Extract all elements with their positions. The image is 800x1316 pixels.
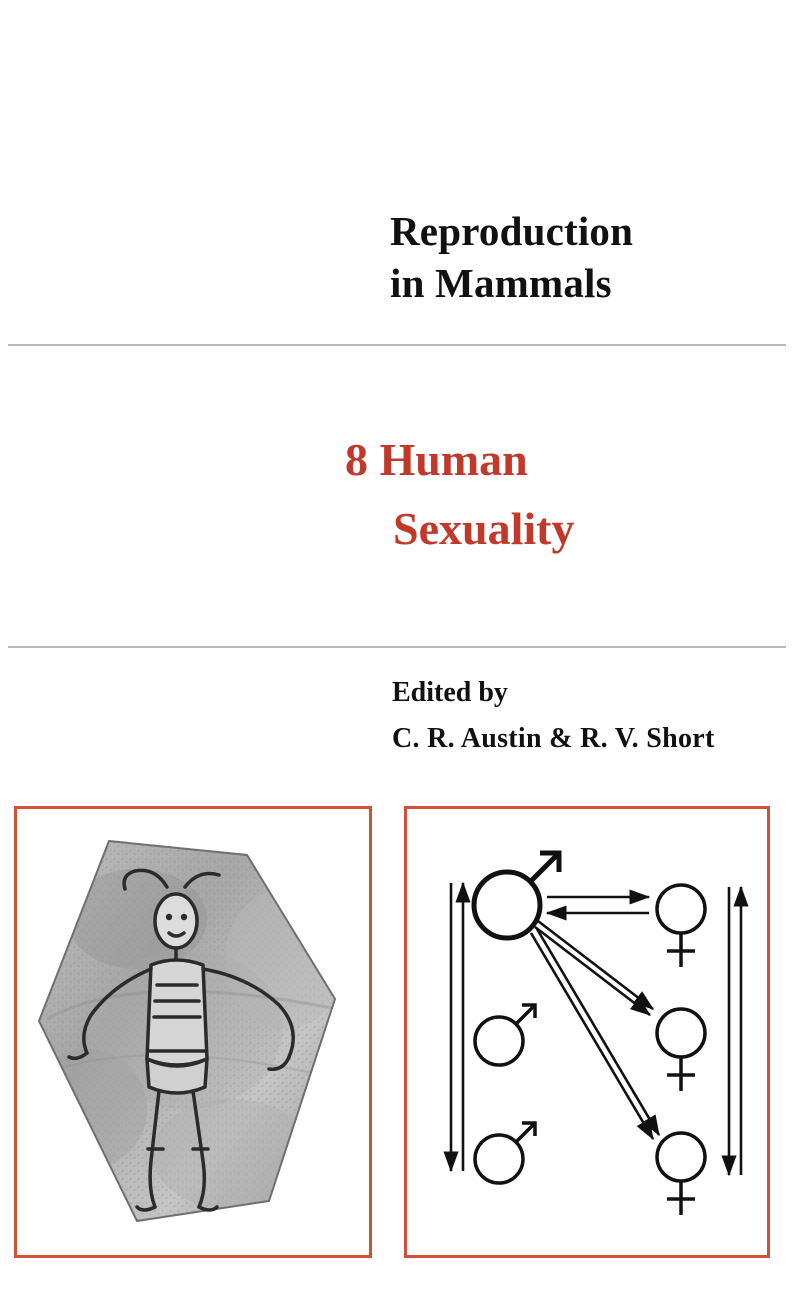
rock-art-human-figure-illustration xyxy=(17,809,369,1255)
divider-top xyxy=(8,344,786,346)
book-title xyxy=(345,425,775,563)
editors-block xyxy=(392,672,792,760)
edited-by-label: Edited by xyxy=(392,677,508,708)
left-cover-image-panel xyxy=(14,806,372,1258)
series-title-line-2: in Mammals xyxy=(390,260,612,307)
series-title xyxy=(390,205,770,310)
book-title-line-1: 8 Human xyxy=(345,434,528,485)
right-cover-image-panel xyxy=(404,806,770,1258)
series-title-line-1: Reproduction xyxy=(390,208,634,254)
editor-names: C. R. Austin & R. V. Short xyxy=(392,723,715,754)
divider-bottom xyxy=(8,646,786,648)
mating-system-gender-symbol-diagram xyxy=(407,809,767,1255)
book-title-line-2: Sexuality xyxy=(393,503,575,554)
